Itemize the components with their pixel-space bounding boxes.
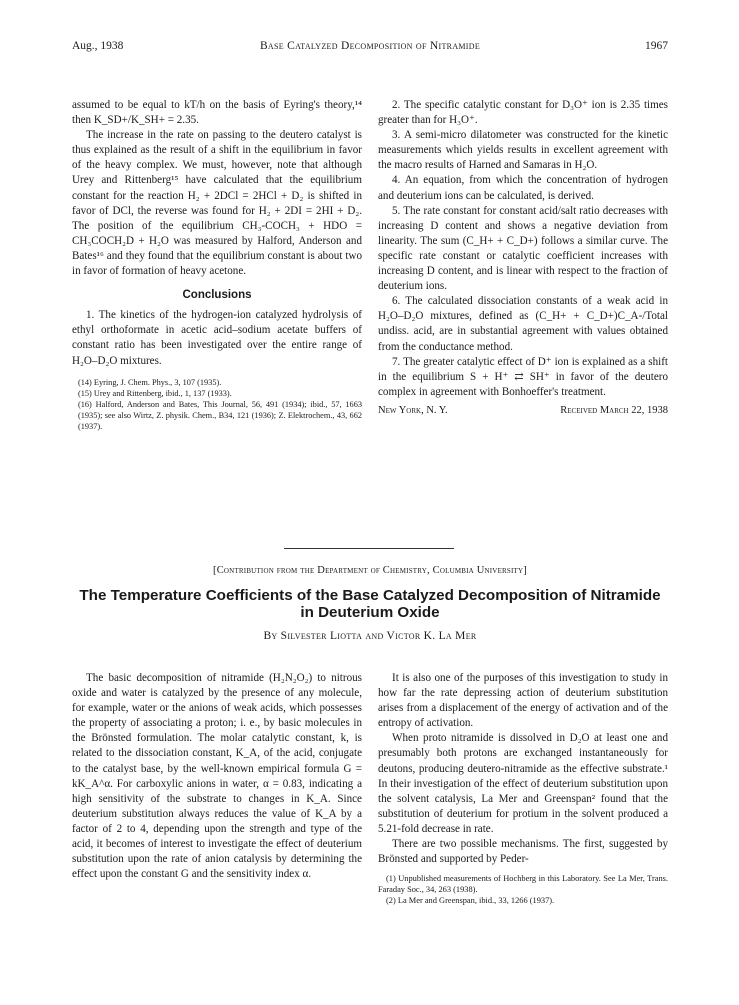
conclusion-item: 7. The greater catalytic effect of D⁺ ion is explained as a shift in the equilibrium S + H⁺ ⇄ SH⁺ in favor of the deutero complex in agreement with Bonhoeffer's treatment. <box>378 355 668 398</box>
footnotes <box>378 873 668 906</box>
paragraph: The basic decomposition of nitramide (H₂N₂O₂) to nitrous oxide and water is catalyzed by the presence of any molecule, for example, water or the anions of weak acids, which possesses the property of associating a proton; i. e., by basic molecules in the Brönsted formulation. The molar catalytic constant, k, is related to the dissociation constant, K_A, of the acid, conjugate to the catalyst base, by the well-known empirical formula G = kK_A^α. For carboxylic anions in water, α = 0.83, indicating a high sensitivity of the substrate to changes in K_A. Since deuterium substitution always reduces the value of K_A by a factor of 2 to 4, depending upon the strength and type of the acid, it becomes of interest to investigate the effect of deuterium substitution upon the rate of anion catalysis by determining the effect upon the constant G and the sensitivity index α. <box>72 672 362 881</box>
conclusion-item: 5. The rate constant for constant acid/salt ratio decreases with increasing D content and shows a negative deviation from linearity. The sum (C_H+ + C_D+) follows a similar curve. The specific rate constant or catalytic coefficient increases with increasing D content, and is linear with respect to the fraction of deuterium ions. <box>378 204 668 293</box>
right-column-top <box>378 98 668 418</box>
conclusion-item: 4. An equation, from which the concentration of hydrogen and deuterium ions can be calculated, is derived. <box>378 174 668 202</box>
conclusion-item: 1. The kinetics of the hydrogen-ion catalyzed hydrolysis of ethyl orthoformate in acetic acid–sodium acetate buffers of constant ratio has been investigated over the entire range of H₂O–D₂O mixtures. <box>72 309 362 367</box>
paragraph: When proto nitramide is dissolved in D₂O at least one and presumably both protons are exchanged instantaneously for deutons, producing deutero-nitramide as the effective substrate.¹ In their investigation of the effect of deuterium substitution upon the solvent catalysis, La Mer and Greenspan² found that the substitution of deuterium for protium in the solvent produced a 5.21-fold decrease in rate. <box>378 732 668 835</box>
paragraph: It is also one of the purposes of this investigation to study in how far the rate depressing action of deuterium substitution arises from a displacement of the energy of activation and of the entropy of activation. <box>378 672 668 730</box>
received-date: Received March 22, 1938 <box>560 404 668 416</box>
running-head <box>72 40 668 58</box>
left-column-bottom <box>72 671 362 882</box>
footnote: (2) La Mer and Greenspan, ibid., 33, 1266 (1937). <box>386 896 555 906</box>
place: New York, N. Y. <box>378 404 448 416</box>
paragraph: There are two possible mechanisms. The first, suggested by Brönsted and supported by Peder- <box>378 838 668 866</box>
paragraph: assumed to be equal to kT/h on the basis of Eyring's theory,¹⁴ then K_SD+/K_SH+ = 2.35. <box>72 99 362 127</box>
conclusion-item: 3. A semi-micro dilatometer was constructed for the kinetic measurements which yields results in excellent agreement with the macro results of Harned and Samaras in H₂O. <box>378 129 668 172</box>
footnote: (1) Unpublished measurements of Hochberg in this Laboratory. See La Mer, Trans. Faraday Soc., 34, 263 (1938). <box>378 874 668 895</box>
running-head-date: Aug., 1938 <box>72 40 124 52</box>
running-head-title: Base Catalyzed Decomposition of Nitramide <box>259 40 481 52</box>
article-title: The Temperature Coefficients of the Base Catalyzed Decomposition of Nitramide in Deuterium Oxide <box>79 587 661 621</box>
right-column-bottom <box>378 671 668 906</box>
page-number: 1967 <box>645 40 668 52</box>
footnote: (14) Eyring, J. Chem. Phys., 3, 107 (1935). <box>78 377 222 387</box>
conclusion-item: 6. The calculated dissociation constants of a weak acid in H₂O–D₂O mixtures, defined as (C_H+ + C_D+)C_A-/Total undiss. acid, are in substantial agreement with values obtained from the conductance method. <box>378 295 668 353</box>
conclusion-item: 2. The specific catalytic constant for D₃O⁺ ion is 2.35 times greater than for H₃O⁺. <box>378 99 668 127</box>
received-line <box>378 403 668 418</box>
left-column-top <box>72 98 362 432</box>
contribution-line: [Contribution from the Department of Chemistry, Columbia University] <box>213 565 527 576</box>
byline: By Silvester Liotta and Victor K. La Mer <box>263 630 477 642</box>
section-divider <box>284 548 454 549</box>
footnotes <box>72 377 362 432</box>
footnote: (16) Halford, Anderson and Bates, This Journal, 56, 491 (1934); ibid., 57, 1663 (1935); see also Wirtz, Z. physik. Chem., B34, 121 (1936); Z. Elektrochem., 43, 662 (1937). <box>78 399 362 431</box>
conclusions-heading: Conclusions <box>182 289 252 302</box>
paragraph: The increase in the rate on passing to the deutero catalyst is thus explained as the result of a shift in the equilibrium in favor of the heavy complex. We must, however, note that although Urey and Rittenberg¹⁵ have calculated that the equilibrium constant for the reaction H₂ + 2DCl = 2HCl + D₂ is shifted in favor of DCl, the reverse was found for H₂ + 2DI = 2HI + D₂. The position of the equilibrium CH₃-COCH₃ + HDO = CH₃COCH₂D + H₂O was measured by Halford, Anderson and Bates¹⁶ and they found that the equilibrium constant is about two in favor of formation of heavy acetone. <box>72 129 362 278</box>
footnote: (15) Urey and Rittenberg, ibid., 1, 137 (1933). <box>78 388 232 398</box>
